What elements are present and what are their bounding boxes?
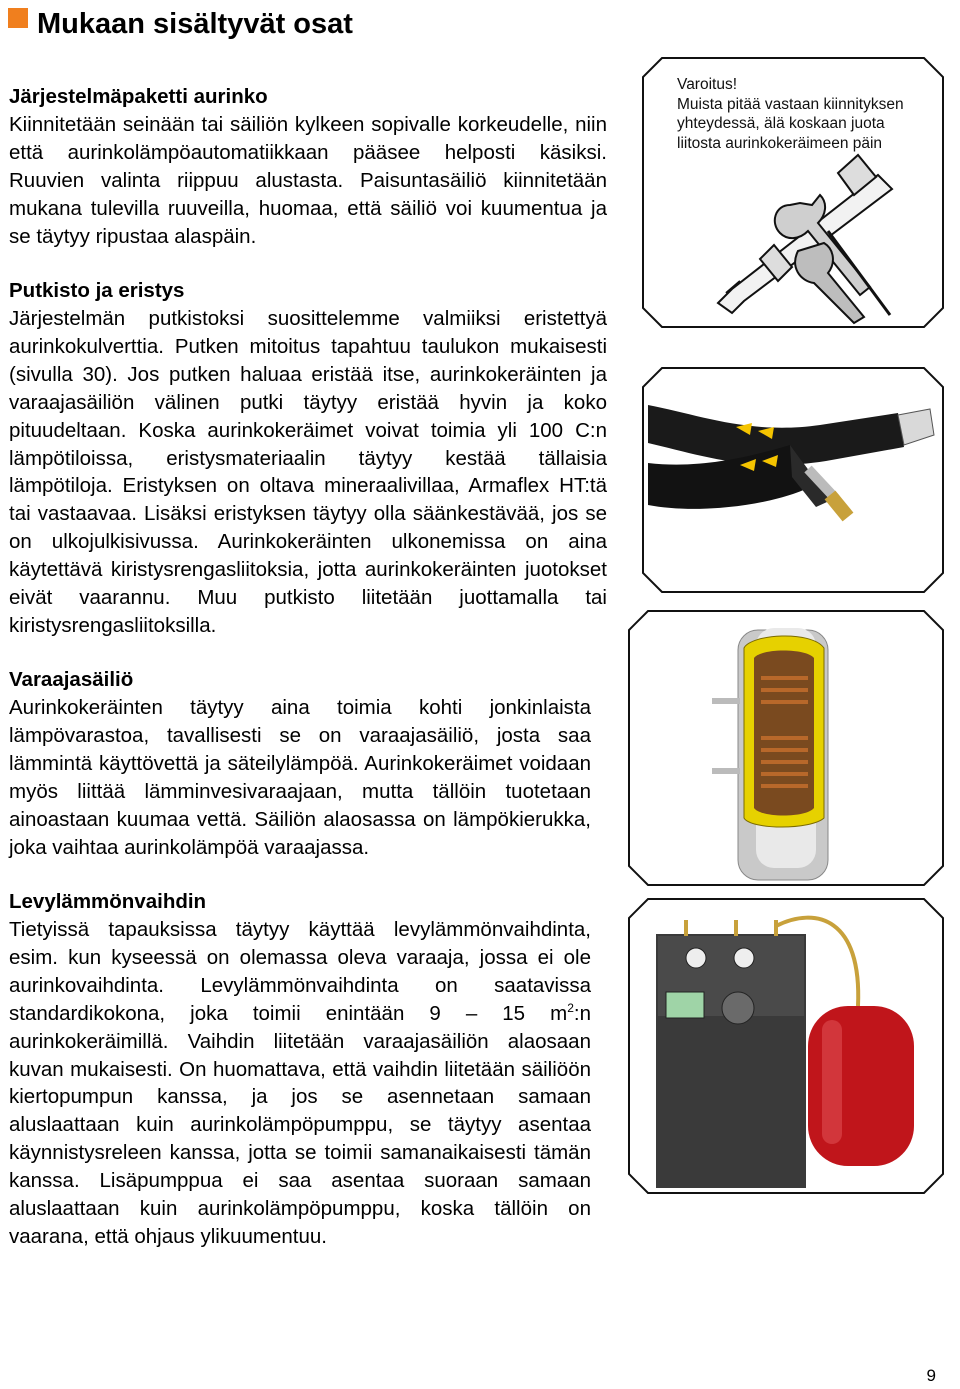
warning-figure [640,55,946,330]
warning-line: Muista pitää vastaan kiinnityksen [677,95,904,113]
superscript: 2 [567,1000,574,1015]
heat-exchanger-frame [626,896,946,1196]
insulated-pipe-figure [640,365,946,595]
warning-line: yhteydessä, älä koskaan juota [677,115,885,132]
section-varaajasailio [9,666,591,861]
storage-tank-frame [626,608,946,888]
page-number: 9 [926,1366,936,1385]
section-body [9,916,591,1251]
body-text-part: Tietyissä tapauksissa täytyy käyttää levylämmönvaihdinta, esim. kun kyseessä on olemassa oleva varaaja, jossa ei ole aurinkovaihdinta. Levylämmönvaihdinta on saatavissa standardikokona, joka toimii enintään 9 – 15 m [9,918,591,1025]
section-heading: Järjestelmäpaketti aurinko [9,85,268,108]
section-body: Aurinkokeräinten täytyy aina toimia kohti jonkinlaista lämpövarastoa, tavallisesti se on varaajasäiliö, josta saa lämmintä käyttövettä ja säteilylämpöä. Aurinkokeräimet voidaan myös liittää lämminvesivaraajaan, mutta tällöin tuotetaan ainoastaan kuumaa vettä. Säiliön alaosassa on lämpökierukka, joka vaihtaa aurinkolämpöä varaajassa. [9,696,591,859]
section-putkisto [9,277,607,640]
section-jarjestelmapaketti [9,83,607,251]
section-body: Järjestelmän putkistoksi suosittelemme valmiiksi eristettyä aurinkokulverttia. Putken mitoitus tapahtuu taulukon mukaisesti (sivulla 30). Jos putken haluaa eristää itse, aurinkokeräinten ja varaajasäiliön välinen putki täytyy eristää hyvin ja koko pituudeltaan. Koska aurinkokeräimet voivat toimia yli 100 C:n lämpötiloissa, eristysmateriaalin täytyy kestää tällaisia lämpötiloja. Eristyksen on oltava mineraalivillaa, Armaflex HT:tä tai vastaavaa. Lisäksi eristyksen täytyy olla säänkestävää, jos se on ulkojulkisivussa. Aurinkokeräinten ulkonemissa on aina käytettävä kiristysrengasliitoksia, jotta aurinkokeräinten juotokset eivät vaarannu. Muu putkisto liitetään juottamalla tai kiristysrengasliitoksilla. [9,307,607,637]
warning-title: Varoitus! [677,76,738,93]
section-heading: Putkisto ja eristys [9,279,185,302]
warning-line: liitosta aurinkokeräimeen päin [677,134,883,152]
storage-tank-figure [626,608,946,888]
section-heading: Varaajasäiliö [9,668,134,691]
section-body: Kiinnitetään seinään tai säiliön kylkeen sopivalle korkeudelle, niin että aurinkolämpöautomatiikkaan pääsee helposti käsiksi. Ruuvien valinta riippuu alustasta. Paisuntasäiliö kiinnitetään mukana tulevilla ruuveilla, huomaa, että säiliö voi kuumentua ja se täytyy ripustaa alaspäin. [9,113,607,248]
section-heading: Levylämmönvaihdin [9,890,207,913]
heat-exchanger-figure [626,896,946,1196]
page-title: Mukaan sisältyvät osat [37,8,353,40]
expansion-tank-icon [808,1006,914,1166]
title-marker [8,8,28,28]
insulated-pipe-frame [640,365,946,595]
section-levylammonvaihdin [9,888,591,1251]
body-text-part: :n aurinkokeräimillä. Vaihdin liitetään varaajasäiliön alaosaan kuvan mukaisesti. On huomattava, että vaihdin liitetään säiliöön kiertopumpun kanssa, ja jos se asennetaan samaan aluslaattaan kuin aurinkolämpöpumppu, se täytyy asentaa käynnistysreleen kanssa, jotta se toimii samanaikaisesti tämän kanssa. Lisäpumppua ei saa asentaa suoraan samaan aluslaattaan kuin aurinkolämpöpumppu, koska tällöin on vaarana, että ohjaus ylikuumentuu. [9,1001,591,1248]
